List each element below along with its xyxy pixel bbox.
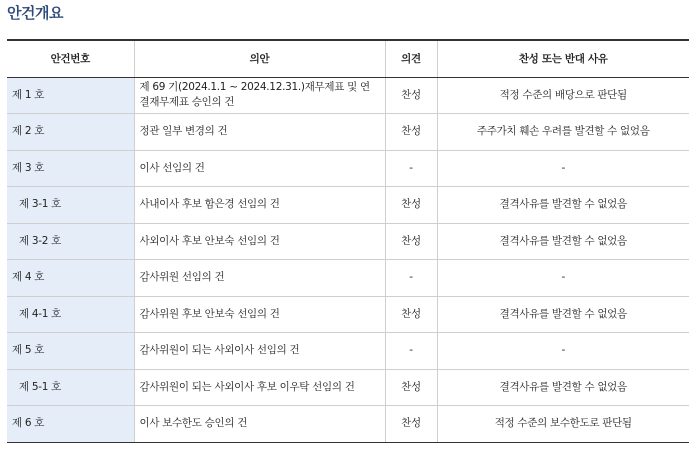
header-reason: 찬성 또는 반대 사유 bbox=[437, 40, 689, 77]
agenda-item: 사외이사 후보 안보숙 선임의 건 bbox=[134, 223, 385, 260]
reason: 주주가치 훼손 우려를 발견할 수 없었음 bbox=[437, 114, 689, 151]
agenda-item: 사내이사 후보 함은경 선임의 건 bbox=[134, 187, 385, 224]
header-agenda-item: 의안 bbox=[134, 40, 385, 77]
agenda-number: 제 3-2 호 bbox=[7, 223, 134, 260]
opinion: - bbox=[385, 260, 437, 297]
agenda-number: 제 1 호 bbox=[7, 77, 134, 114]
reason: 결격사유를 발견할 수 없었음 bbox=[437, 296, 689, 333]
table-row bbox=[7, 77, 689, 114]
reason: 결격사유를 발견할 수 없었음 bbox=[437, 223, 689, 260]
agenda-item: 이사 선임의 건 bbox=[134, 150, 385, 187]
agenda-item: 이사 보수한도 승인의 건 bbox=[134, 406, 385, 443]
reason: - bbox=[437, 150, 689, 187]
section-title: 안건개요 bbox=[7, 4, 63, 22]
header-opinion: 의견 bbox=[385, 40, 437, 77]
table-row bbox=[7, 223, 689, 260]
table-row bbox=[7, 333, 689, 370]
table-header-row bbox=[7, 40, 689, 77]
table-row bbox=[7, 369, 689, 406]
reason: 결격사유를 발견할 수 없었음 bbox=[437, 187, 689, 224]
reason: 결격사유를 발견할 수 없었음 bbox=[437, 369, 689, 406]
opinion: 찬성 bbox=[385, 77, 437, 114]
opinion: - bbox=[385, 333, 437, 370]
agenda-item: 감사위원 선임의 건 bbox=[134, 260, 385, 297]
reason: - bbox=[437, 333, 689, 370]
agenda-number: 제 5-1 호 bbox=[7, 369, 134, 406]
agenda-item: 제 69 기(2024.1.1 ~ 2024.12.31.)재무제표 및 연결재무제표 승인의 건 bbox=[134, 77, 385, 114]
table-row bbox=[7, 260, 689, 297]
agenda-number: 제 6 호 bbox=[7, 406, 134, 443]
agenda-item: 정관 일부 변경의 건 bbox=[134, 114, 385, 151]
agenda-number: 제 5 호 bbox=[7, 333, 134, 370]
opinion: 찬성 bbox=[385, 406, 437, 443]
table-row bbox=[7, 296, 689, 333]
agenda-number: 제 3-1 호 bbox=[7, 187, 134, 224]
reason: 적정 수준의 배당으로 판단됨 bbox=[437, 77, 689, 114]
opinion: 찬성 bbox=[385, 114, 437, 151]
table-row bbox=[7, 187, 689, 224]
table-row bbox=[7, 150, 689, 187]
table-row bbox=[7, 406, 689, 443]
reason: 적정 수준의 보수한도로 판단됨 bbox=[437, 406, 689, 443]
agenda-item: 감사위원 후보 안보숙 선임의 건 bbox=[134, 296, 385, 333]
agenda-item: 감사위원이 되는 사외이사 선임의 건 bbox=[134, 333, 385, 370]
agenda-table bbox=[7, 39, 689, 443]
header-agenda-number: 안건번호 bbox=[7, 40, 134, 77]
opinion: 찬성 bbox=[385, 296, 437, 333]
agenda-number: 제 2 호 bbox=[7, 114, 134, 151]
agenda-number: 제 4-1 호 bbox=[7, 296, 134, 333]
opinion: - bbox=[385, 150, 437, 187]
agenda-item: 감사위원이 되는 사외이사 후보 이우탁 선임의 건 bbox=[134, 369, 385, 406]
table-row bbox=[7, 114, 689, 151]
agenda-number: 제 4 호 bbox=[7, 260, 134, 297]
agenda-number: 제 3 호 bbox=[7, 150, 134, 187]
opinion: 찬성 bbox=[385, 369, 437, 406]
opinion: 찬성 bbox=[385, 223, 437, 260]
opinion: 찬성 bbox=[385, 187, 437, 224]
reason: - bbox=[437, 260, 689, 297]
